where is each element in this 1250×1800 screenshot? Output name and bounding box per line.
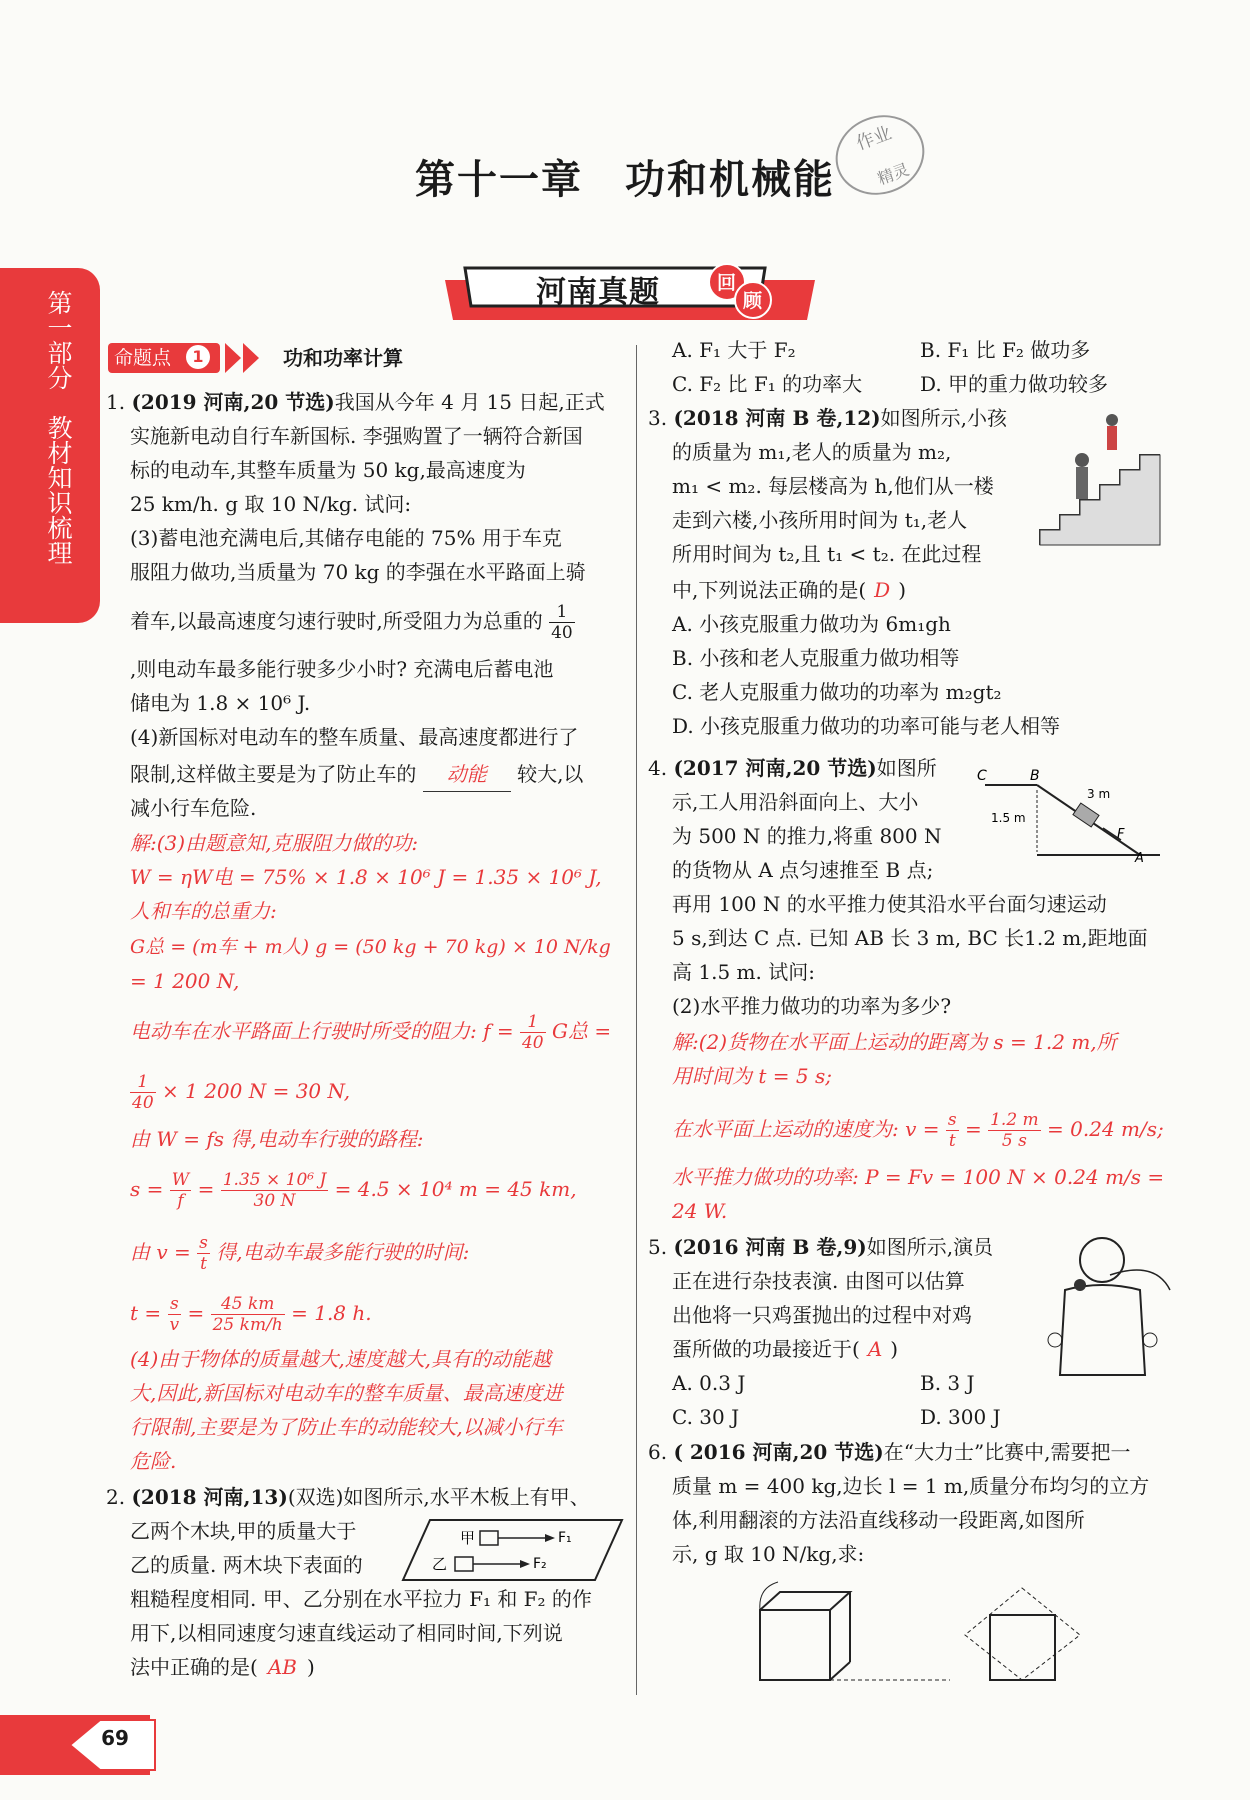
- q6-source: ( 2016 河南,20 节选): [673, 1440, 884, 1464]
- banner-title: 河南真题: [536, 275, 660, 310]
- q1-text: 我国从今年 4 月 15 日起,正式: [334, 390, 605, 414]
- q3-option: C. 老人克服重力做功的功率为 m₂gt₂: [672, 680, 1002, 704]
- topic-badge: 命题点: [108, 343, 220, 373]
- stamp-text-1: 作业: [853, 122, 895, 155]
- q4-line: 的货物从 A 点匀速推至 B 点;: [672, 858, 934, 882]
- q2-option: A. F₁ 大于 F₂: [672, 338, 796, 362]
- q4-line: (2)水平推力做功的功率为多少?: [672, 994, 952, 1018]
- label-C: C: [977, 768, 987, 784]
- q2-option: D. 甲的重力做功较多: [920, 372, 1109, 396]
- solution-line: 解:(3)由题意知,克服阻力做的功:: [130, 831, 419, 855]
- q2-option: C. F₂ 比 F₁ 的功率大: [672, 372, 863, 396]
- side-tab-label: 第一部分 教材知识梳理: [44, 290, 73, 565]
- solution-line: 由 v = $\frac{s}{t}$ 得,电动车最多能行驶的时间:: [130, 1233, 470, 1274]
- double-arrow-icon: [225, 343, 265, 373]
- label-1.5m: 1.5 m: [991, 811, 1026, 825]
- q5-line: 5. (2016 河南 B 卷,9)如图所示,演员: [648, 1235, 994, 1259]
- q1-line: (3)蓄电池充满电后,其储存电能的 75% 用于车克: [130, 526, 562, 550]
- q5-option: B. 3 J: [920, 1371, 975, 1395]
- q2-line: 2. (2018 河南,13)(双选)如图所示,水平木板上有甲、: [106, 1485, 590, 1509]
- q5-line: 蛋所做的功最接近于(: [672, 1337, 860, 1361]
- label-B: B: [1030, 768, 1040, 784]
- fraction: $\frac{W}{f}$: [171, 1170, 190, 1211]
- q3-option: B. 小孩和老人克服重力做功相等: [672, 646, 960, 670]
- q2-source: (2018 河南,13): [131, 1485, 288, 1509]
- q4-line: 5 s,到达 C 点. 已知 AB 长 3 m, BC 长1.2 m,距地面: [672, 926, 1148, 950]
- q4-source: (2017 河南,20 节选): [673, 756, 877, 780]
- stamp-text-2: 精灵: [875, 159, 912, 189]
- fraction: $\frac{1}{40}$: [132, 1072, 154, 1113]
- q1-line: 服阻力做功,当质量为 70 kg 的李强在水平路面上骑: [130, 560, 586, 584]
- q1-line: [130, 602, 575, 643]
- wooden-board-figure: [400, 1515, 625, 1585]
- solution-line: = 1 200 N,: [130, 969, 240, 993]
- fraction: $\frac{1.2 m}{5 s}$: [990, 1110, 1039, 1151]
- label-jia: 甲: [460, 1529, 476, 1547]
- solution-line: s = $\frac{W}{f}$ = $\frac{\text{1.35 × 10⁶ J}}{30 N}$ = 4.5 × 10⁴ m = 45 km,: [130, 1170, 577, 1211]
- label-A: A: [1135, 851, 1144, 865]
- q1-text: 较大,以: [517, 762, 584, 786]
- q2-line: 法中正确的是( AB ): [130, 1655, 315, 1679]
- q6-line: 6. ( 2016 河南,20 节选)在“大力士”比赛中,需要把一: [648, 1440, 1131, 1464]
- q6-line: 质量 m = 400 kg,边长 l = 1 m,质量分布均匀的立方: [672, 1474, 1150, 1498]
- fraction: $\frac{\text{1.35 × 10⁶ J}}{30 N}$: [222, 1170, 327, 1211]
- q4-line: 示,工人用沿斜面向上、大小: [672, 790, 919, 814]
- q1-line: 减小行车危险.: [130, 796, 257, 820]
- q6-line: 示, g 取 10 N/kg,求:: [672, 1542, 865, 1566]
- q2-option: B. F₁ 比 F₂ 做功多: [920, 338, 1091, 362]
- answer-blank: 动能: [423, 757, 511, 792]
- q6-line: 体,利用翻滚的方法沿直线移动一段距离,如图所: [672, 1508, 1085, 1532]
- q2-line: 乙两个木块,甲的质量大于: [130, 1519, 357, 1543]
- q5-option: D. 300 J: [920, 1405, 1001, 1429]
- label-F: F: [1117, 827, 1125, 842]
- chapter-title: 第十一章 功和机械能: [415, 157, 835, 203]
- q1-line: 标的电动车,其整车质量为 50 kg,最高速度为: [130, 458, 526, 482]
- solution-line: 电动车在水平路面上行驶时所受的阻力: f = $\frac{1}{40}$ G总 =: [130, 1012, 612, 1053]
- solution-line: G总 = (m车 + m人) g = (50 kg + 70 kg) × 10 N/kg: [130, 936, 611, 958]
- q1-line: 实施新电动自行车新国标. 李强购置了一辆符合新国: [130, 424, 583, 448]
- fraction: $\frac{s}{t}$: [947, 1110, 957, 1151]
- q2-line: 粗糙程度相同. 甲、乙分别在水平拉力 F₁ 和 F₂ 的作: [130, 1587, 592, 1611]
- q1-source: (2019 河南,20 节选): [131, 390, 335, 414]
- q4-line: 为 500 N 的推力,将重 800 N: [672, 824, 942, 848]
- answer: D: [874, 578, 891, 602]
- cube-rolling-figure: [750, 1580, 1100, 1685]
- stamp-logo: [830, 105, 930, 205]
- page-number: 69: [101, 1726, 129, 1750]
- q5-option: C. 30 J: [672, 1405, 740, 1429]
- solution-line: $\frac{1}{40}$ × 1 200 N = 30 N,: [132, 1072, 351, 1113]
- q5-source: (2016 河南 B 卷,9): [673, 1235, 867, 1259]
- q3-line: 中,下列说法正确的是( D ): [672, 578, 907, 602]
- incline-figure: [975, 760, 1170, 865]
- q3-line: m₁ < m₂. 每层楼高为 h,他们从一楼: [672, 474, 994, 498]
- q3-line: 所用时间为 t₂,且 t₁ < t₂. 在此过程: [672, 542, 982, 566]
- q3-line: 3. (2018 河南 B 卷,12)如图所示,小孩: [648, 406, 1007, 430]
- q1-line: ,则电动车最多能行驶多少小时? 充满电后蓄电池: [130, 657, 554, 681]
- fraction: $\frac{45 km}{25 km/h}$: [212, 1294, 283, 1335]
- fraction: $\frac{1}{40}$: [521, 1012, 544, 1053]
- label-3m: 3 m: [1087, 787, 1111, 801]
- solution-line: 24 W.: [672, 1199, 728, 1223]
- q1-line: 25 km/h. g 取 10 N/kg. 试问:: [130, 492, 412, 516]
- q1-text: 着车,以最高速度匀速行驶时,所受阻力为总重的: [130, 609, 543, 633]
- q5-option: A. 0.3 J: [672, 1371, 746, 1395]
- fraction: $\frac{s}{v}$: [169, 1294, 180, 1335]
- q3-option: D. 小孩克服重力做功的功率可能与老人相等: [672, 714, 1061, 738]
- q1-line: [106, 385, 605, 419]
- q3-line: 的质量为 m₁,老人的质量为 m₂,: [672, 440, 952, 464]
- fraction: $\frac{1}{40}$: [551, 602, 573, 643]
- solution-line: 在水平面上运动的速度为: v = $\frac{s}{t}$ = $\frac{1.2 m}{5 s}$ = 0.24 m/s;: [672, 1110, 1164, 1151]
- column-divider: [636, 345, 637, 1695]
- answer: AB: [267, 1655, 297, 1679]
- stairs-figure: [1030, 405, 1170, 555]
- q1-text: 限制,这样做主要是为了防止车的: [130, 762, 417, 786]
- solution-line: 危险.: [130, 1449, 177, 1473]
- solution-line: 用时间为 t = 5 s;: [672, 1064, 832, 1088]
- q1-line: (4)新国标对电动车的整车质量、最高速度都进行了: [130, 725, 579, 749]
- label-F1: F₁: [558, 1530, 572, 1546]
- juggler-figure: [1040, 1230, 1175, 1380]
- topic-number: 1: [186, 345, 210, 369]
- banner-badge-1: 回: [717, 272, 737, 294]
- q4-line: 4. (2017 河南,20 节选)如图所: [648, 756, 937, 780]
- solution-line: W = ηW电 = 75% × 1.8 × 10⁶ J = 1.35 × 10⁶ J,: [130, 865, 602, 889]
- label-yi: 乙: [432, 1555, 448, 1573]
- q5-line: 正在进行杂技表演. 由图可以估算: [672, 1269, 965, 1293]
- q4-line: 再用 100 N 的水平推力使其沿水平台面匀速运动: [672, 892, 1107, 916]
- solution-line: 行限制,主要是为了防止车的动能较大,以减小行车: [130, 1415, 563, 1439]
- solution-line: t = $\frac{s}{v}$ = $\frac{45 km}{25 km/h}$ = 1.8 h.: [130, 1294, 372, 1335]
- q3-option: A. 小孩克服重力做功为 6m₁gh: [672, 612, 951, 636]
- solution-line: 水平推力做功的功率: P = Fv = 100 N × 0.24 m/s =: [672, 1165, 1165, 1189]
- solution-line: 大,因此,新国标对电动车的整车质量、最高速度进: [130, 1381, 563, 1405]
- solution-line: 由 W = fs 得,电动车行驶的路程:: [130, 1127, 424, 1151]
- q1-line: [130, 757, 583, 792]
- banner-badge-2: 顾: [743, 290, 763, 312]
- q1-number: 1.: [106, 390, 126, 414]
- label-F2: F₂: [533, 1556, 547, 1572]
- q3-line: 走到六楼,小孩所用时间为 t₁,老人: [672, 508, 968, 532]
- q5-line: 出他将一只鸡蛋抛出的过程中对鸡: [672, 1303, 972, 1327]
- answer: A: [867, 1337, 883, 1361]
- solution-line: 人和车的总重力:: [130, 899, 277, 923]
- q4-line: 高 1.5 m. 试问:: [672, 960, 815, 984]
- topic-title: 功和功率计算: [283, 346, 403, 370]
- q3-source: (2018 河南 B 卷,12): [673, 406, 881, 430]
- solution-line: (4)由于物体的质量越大,速度越大,具有的动能越: [130, 1347, 552, 1371]
- q2-line: 乙的质量. 两木块下表面的: [130, 1553, 363, 1577]
- q2-line: 用下,以相同速度匀速直线运动了相同时间,下列说: [130, 1621, 563, 1645]
- solution-line: 解:(2)货物在水平面上运动的距离为 s = 1.2 m,所: [672, 1030, 1117, 1054]
- fraction: $\frac{s}{t}$: [199, 1233, 208, 1274]
- q1-line: 储电为 1.8 × 10⁶ J.: [130, 691, 311, 715]
